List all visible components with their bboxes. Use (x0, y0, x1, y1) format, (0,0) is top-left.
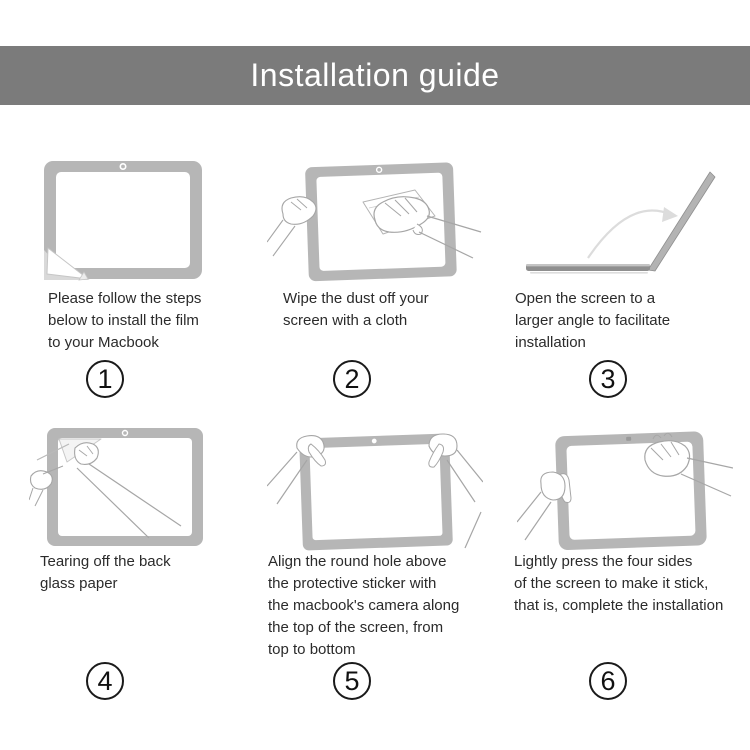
step-1-panel (0, 140, 250, 415)
wipe-screen-illustration (250, 158, 500, 290)
step-3-panel (500, 140, 750, 415)
tear-backing-illustration (0, 426, 250, 558)
press-edges-illustration (500, 426, 750, 558)
open-laptop-illustration (500, 158, 750, 290)
step-5-panel (250, 418, 500, 718)
step-2-number-badge: 2 (333, 360, 371, 398)
step-6-panel (500, 418, 750, 718)
caption-line: the protective sticker with (268, 575, 437, 592)
caption-line: to your Macbook (48, 334, 159, 351)
page-title: Installation guide (250, 57, 500, 93)
film-peel-illustration (0, 158, 250, 290)
step-6-number-badge: 6 (589, 662, 627, 700)
caption-line: larger angle to facilitate (515, 312, 671, 329)
header-bar (0, 46, 750, 105)
press-edges-icon (517, 426, 733, 558)
step-4-caption (40, 551, 171, 595)
step-4-number-badge: 4 (86, 662, 124, 700)
step-3-caption (515, 288, 670, 354)
caption-line: Tearing off the back (40, 553, 171, 570)
step-4-panel (0, 418, 250, 718)
caption-line: glass paper (40, 575, 118, 592)
caption-line: Open the screen to a (515, 290, 656, 307)
step-3-number-badge: 3 (589, 360, 627, 398)
film-peel-icon (42, 158, 208, 282)
caption-line: of the screen to make it stick, (514, 575, 709, 592)
step-2-caption (283, 288, 429, 332)
caption-line: the top of the screen, from (268, 619, 444, 636)
caption-line: Wipe the dust off your (283, 290, 429, 307)
step-1-caption (48, 288, 201, 354)
caption-line: Align the round hole above (268, 553, 447, 570)
align-film-illustration (250, 426, 500, 558)
open-laptop-icon (514, 158, 736, 290)
step-2-panel (250, 140, 500, 415)
step-6-caption (514, 551, 723, 617)
align-film-icon (267, 426, 483, 558)
caption-line: the macbook's camera along (268, 597, 460, 614)
caption-line: below to install the film (48, 312, 199, 329)
tear-backing-icon (29, 426, 221, 553)
caption-line: that is, complete the installation (514, 597, 724, 614)
caption-line: screen with a cloth (283, 312, 408, 329)
wipe-screen-icon (267, 158, 483, 290)
step-5-caption (268, 551, 459, 661)
caption-line: Please follow the steps (48, 290, 202, 307)
step-1-number-badge: 1 (86, 360, 124, 398)
caption-line: installation (515, 334, 586, 351)
step-5-number-badge: 5 (333, 662, 371, 700)
caption-line: Lightly press the four sides (514, 553, 693, 570)
caption-line: top to bottom (268, 641, 356, 658)
